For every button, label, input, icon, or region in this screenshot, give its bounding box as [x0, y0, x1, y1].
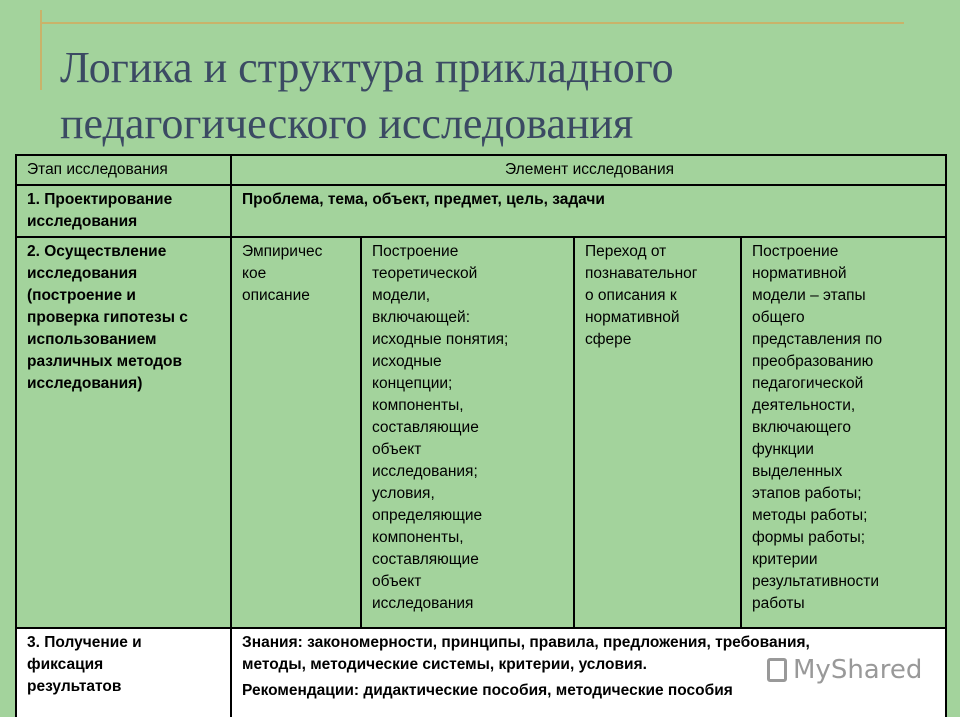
results-line: Знания: закономерности, принципы, правила, предложения, требования, [242, 634, 810, 651]
normative-line: функции [752, 441, 814, 458]
stage-3-line: результатов [27, 678, 122, 695]
theoretical-line: включающей: [372, 309, 471, 326]
normative-line: результативности [752, 573, 880, 590]
slide-title-line-2: педагогического исследования [60, 99, 634, 148]
theoretical-line: составляющие [372, 551, 479, 568]
normative-line: деятельности, [752, 397, 856, 414]
normative-line: нормативной [752, 265, 847, 282]
stage-3-line: фиксация [27, 656, 104, 673]
theoretical-line: условия, [372, 485, 435, 502]
theoretical-line: объект [372, 573, 422, 590]
header-element: Элемент исследования [231, 155, 946, 185]
normative-line: педагогической [752, 375, 864, 392]
stage-2-line: проверка гипотезы с [27, 309, 188, 326]
theoretical-line: компоненты, [372, 397, 464, 414]
normative-line: выделенных [752, 463, 843, 480]
theoretical-line: концепции; [372, 375, 453, 392]
stage-2-cell [16, 237, 231, 628]
normative-line: работы [752, 595, 805, 612]
table-row-stage-2 [16, 237, 946, 628]
stage-2-line: (построение и [27, 287, 136, 304]
stage-3-cell [16, 628, 231, 718]
watermark [767, 655, 922, 685]
theoretical-model-cell [361, 237, 574, 628]
header-stage: Этап исследования [16, 155, 231, 185]
normative-line: этапов работы; [752, 485, 862, 502]
stage-3-line: 3. Получение и [27, 634, 142, 651]
theoretical-line: компоненты, [372, 529, 464, 546]
table-header-row [16, 155, 946, 185]
slide-title-line-1: Логика и структура прикладного [60, 43, 674, 92]
normative-line: Построение [752, 243, 839, 260]
theoretical-line: составляющие [372, 419, 479, 436]
research-structure-table [15, 154, 947, 719]
transition-line: сфере [585, 331, 632, 348]
empirical-line: описание [242, 287, 310, 304]
empirical-description-cell [231, 237, 361, 628]
theoretical-line: объект [372, 441, 422, 458]
theoretical-line: модели, [372, 287, 431, 304]
transition-line: познавательног [585, 265, 698, 282]
theoretical-line: исследования; [372, 463, 478, 480]
decorative-left-line [40, 10, 42, 90]
watermark-logo-icon [767, 658, 787, 682]
watermark-text: MyShared [793, 655, 923, 685]
normative-line: критерии [752, 551, 818, 568]
empirical-line: кое [242, 265, 267, 282]
normative-model-cell [741, 237, 946, 628]
stage-2-line: исследования [27, 265, 138, 282]
normative-line: методы работы; [752, 507, 868, 524]
results-line: Рекомендации: дидактические пособия, методические пособия [242, 682, 733, 699]
results-line: методы, методические системы, критерии, условия. [242, 656, 647, 673]
normative-line: включающего [752, 419, 851, 436]
stage-2-line: различных методов [27, 353, 183, 370]
normative-line: модели – этапы [752, 287, 866, 304]
normative-line: общего [752, 309, 805, 326]
stage-1-cell [16, 185, 231, 237]
normative-line: преобразованию [752, 353, 874, 370]
theoretical-line: исследования [372, 595, 474, 612]
stage-1-content: Проблема, тема, объект, предмет, цель, задачи [231, 185, 946, 237]
stage-2-line: 2. Осуществление [27, 243, 167, 260]
stage-2-line: использованием [27, 331, 157, 348]
stage-2-line: исследования) [27, 375, 143, 392]
stage-1-line: исследования [27, 213, 138, 230]
decorative-top-line [40, 22, 904, 24]
normative-line: представления по [752, 331, 883, 348]
theoretical-line: исходные [372, 353, 442, 370]
stage-1-line: 1. Проектирование [27, 191, 173, 208]
slide-title [60, 40, 920, 152]
normative-line: формы работы; [752, 529, 866, 546]
theoretical-line: Построение [372, 243, 459, 260]
theoretical-line: исходные понятия; [372, 331, 509, 348]
theoretical-line: определяющие [372, 507, 483, 524]
table-row-stage-1 [16, 185, 946, 237]
transition-line: о описания к [585, 287, 677, 304]
transition-line: Переход от [585, 243, 667, 260]
theoretical-line: теоретической [372, 265, 478, 282]
transition-cell [574, 237, 741, 628]
transition-line: нормативной [585, 309, 680, 326]
empirical-line: Эмпиричес [242, 243, 323, 260]
